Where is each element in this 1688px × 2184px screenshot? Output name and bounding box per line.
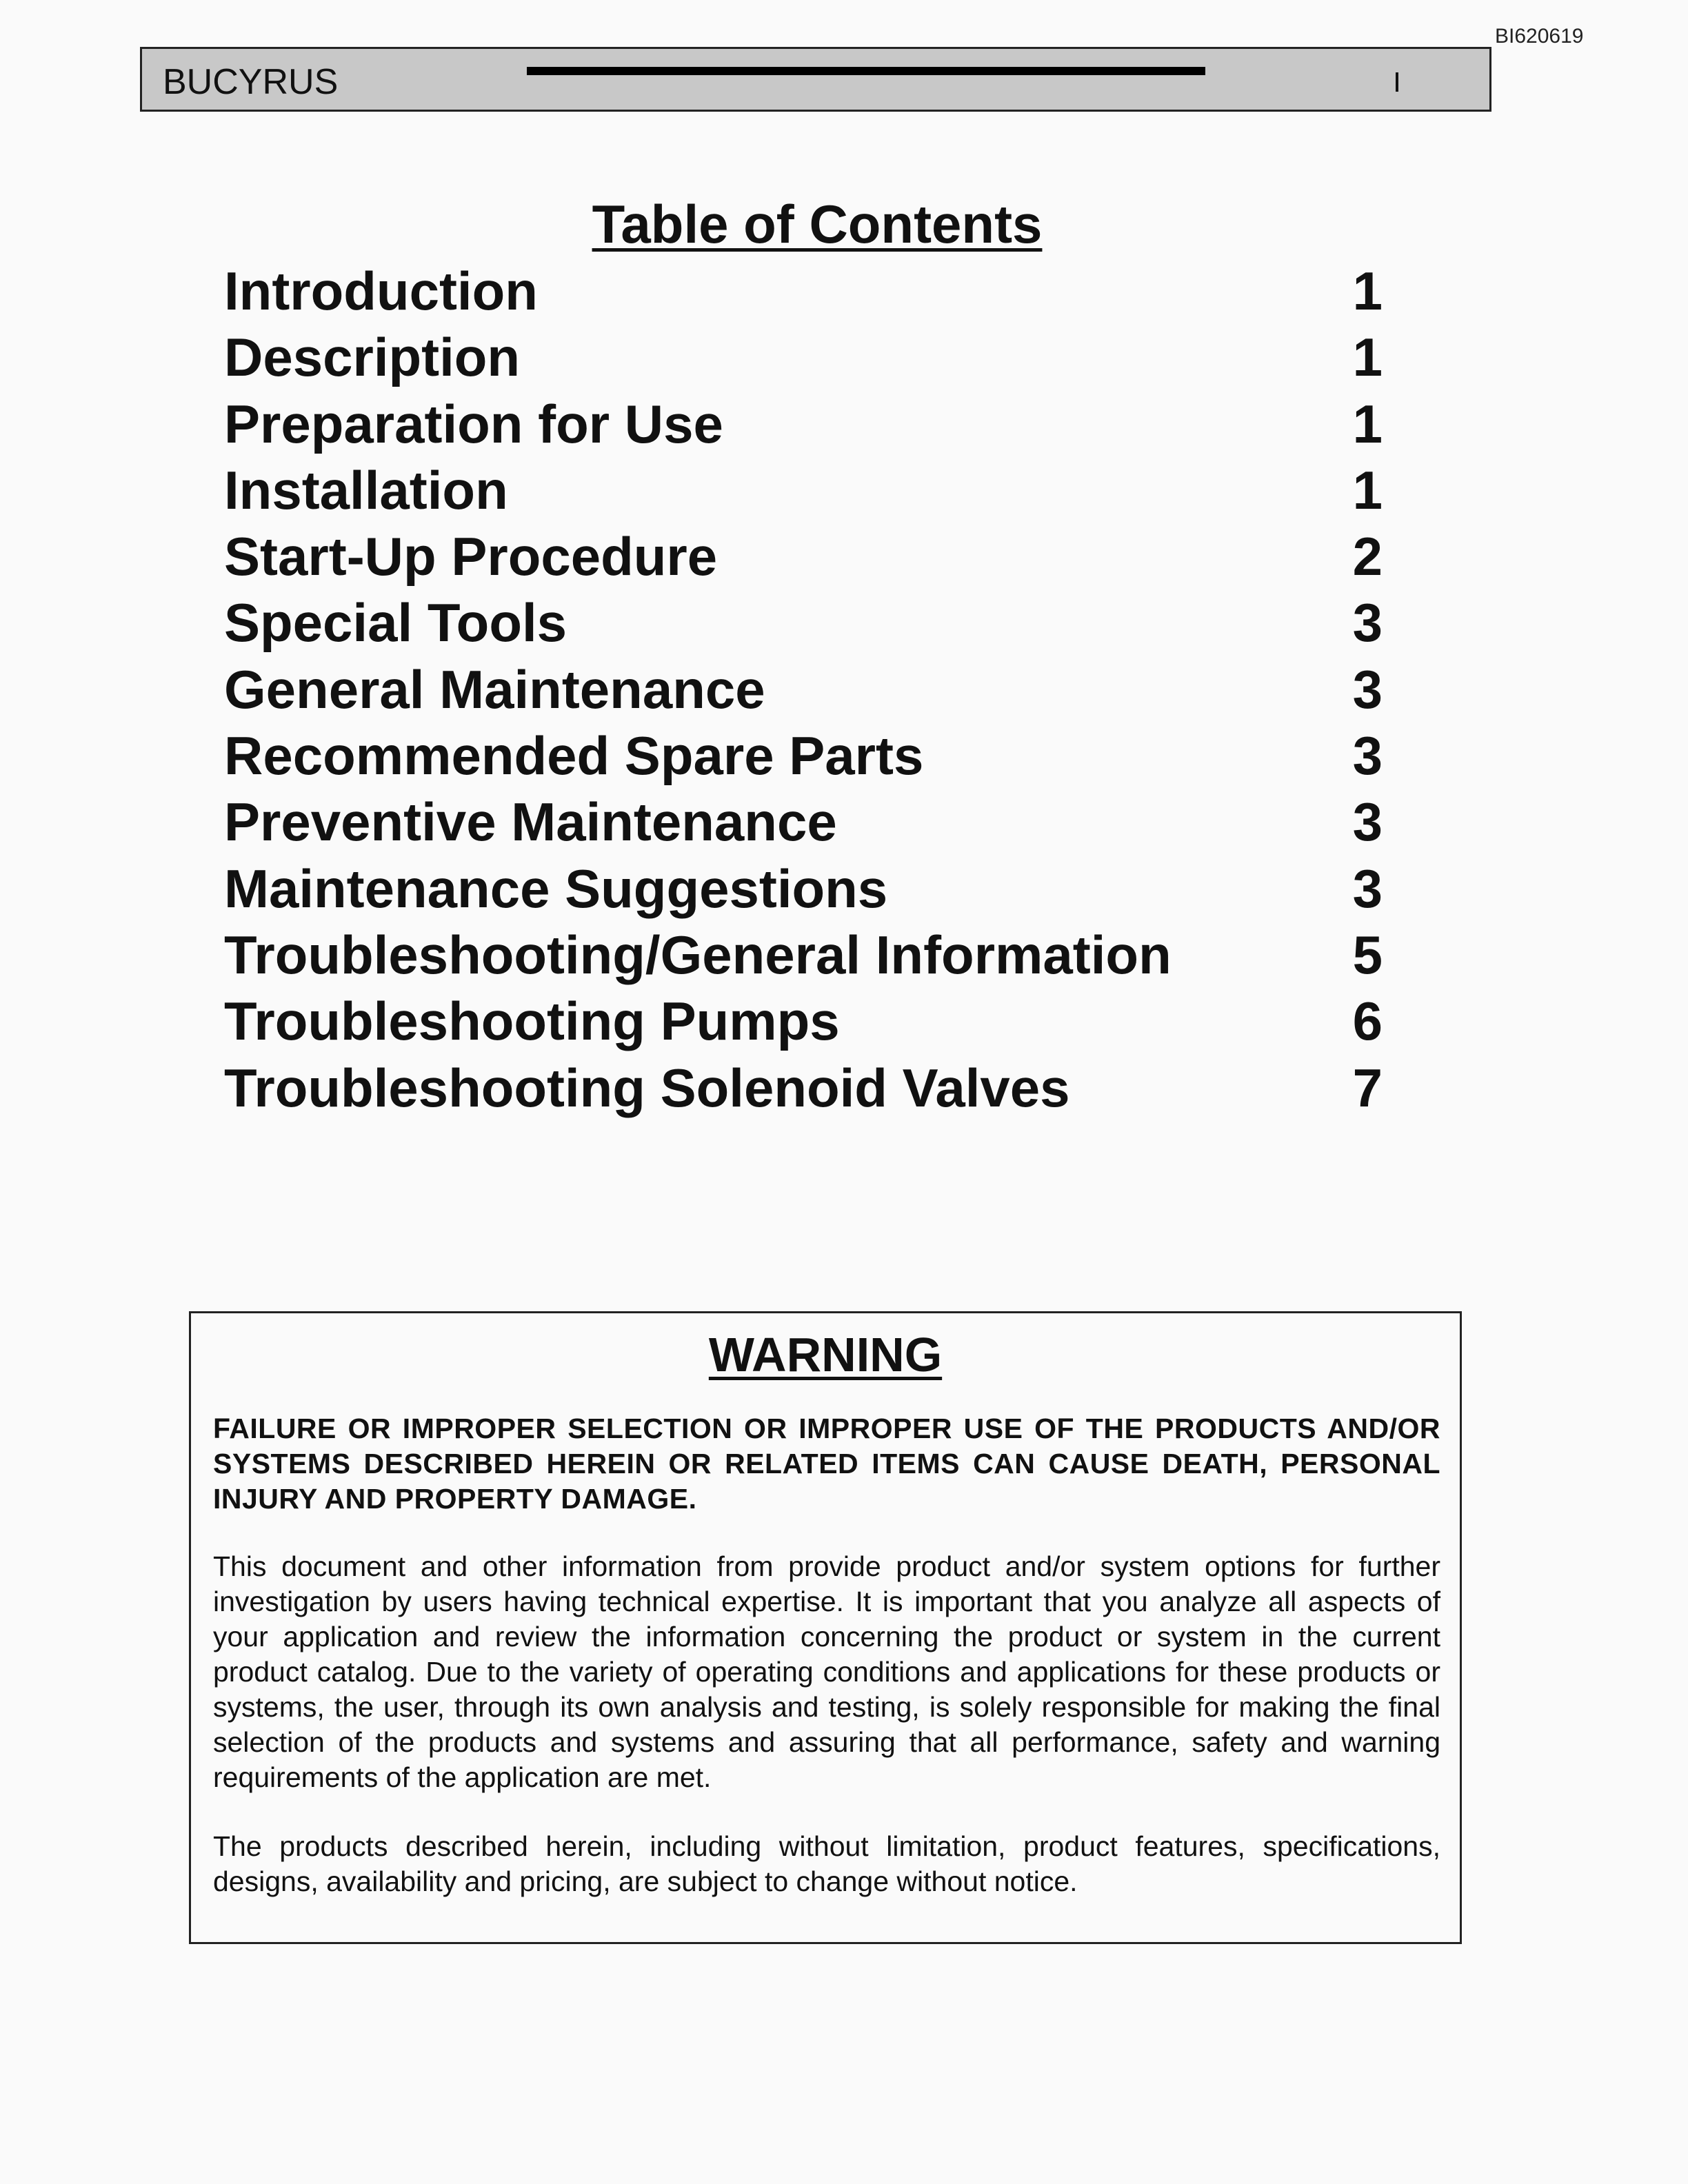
toc-item-label: Installation [224, 459, 508, 520]
toc-item-label: Special Tools [224, 592, 567, 654]
warning-paragraph: This document and other information from provide product and/or system options for further investigation by users having technical expertise. It is important that you analyze all aspects of your application and review the information concerning the product or system in the current product catalog. Due to the variety of operating conditions and applications for these products or systems, the user, through its own analysis and testing, is solely responsible for making the final selection of the products and systems and assuring that all performance, safety and warning requirements of the application are met. [213, 1550, 1440, 1793]
toc-item-label: Description [224, 327, 521, 388]
toc-item-label: Troubleshooting Pumps [224, 991, 840, 1052]
header-rule [527, 67, 1205, 75]
toc-item [224, 722, 1383, 789]
toc-item [224, 324, 1383, 390]
toc-item [224, 789, 1383, 855]
toc-item [224, 589, 1383, 656]
toc-item [224, 922, 1383, 988]
toc-item-label: Recommended Spare Parts [224, 725, 924, 787]
header-mark [1396, 72, 1398, 92]
toc-item [224, 523, 1383, 589]
toc-item [224, 856, 1383, 922]
toc-item-page: 1 [1352, 261, 1383, 321]
toc-item-page: 1 [1352, 327, 1383, 388]
toc-item-page: 6 [1352, 991, 1383, 1052]
toc-item-label: Troubleshooting/General Information [224, 924, 1172, 985]
warning-box [189, 1311, 1462, 1944]
document-id: BI620619 [1495, 25, 1584, 48]
toc-item [224, 391, 1383, 457]
toc-item-page: 2 [1352, 526, 1383, 587]
toc-item-page: 5 [1352, 924, 1383, 985]
toc-item-page: 3 [1352, 725, 1383, 787]
toc-item-label: Introduction [224, 261, 538, 321]
toc-item-page: 3 [1352, 658, 1383, 720]
toc-item [224, 258, 1383, 324]
toc-item-label: Maintenance Suggestions [224, 858, 888, 919]
toc-item [224, 988, 1383, 1054]
warning-title: WARNING [708, 1328, 943, 1382]
toc-item-label: Preventive Maintenance [224, 791, 837, 853]
toc-item-page: 3 [1352, 592, 1383, 654]
toc-title: Table of Contents [592, 194, 1043, 254]
toc-item-page: 1 [1352, 459, 1383, 520]
toc-list [224, 258, 1383, 1121]
toc-item-label: Troubleshooting Solenoid Valves [224, 1057, 1070, 1118]
toc-item-label: General Maintenance [224, 658, 765, 720]
toc-item-page: 1 [1352, 393, 1383, 454]
toc-item-label: Start-Up Procedure [224, 526, 718, 587]
toc-item [224, 457, 1383, 523]
header-bar [140, 47, 1491, 112]
warning-caps-text: FAILURE OR IMPROPER SELECTION OR IMPROPER USE OF THE PRODUCTS AND/OR SYSTEMS DESCRIBED HEREIN OR RELATED ITEMS CAN CAUSE DEATH, PERSONAL INJURY AND PROPERTY DAMAGE. [213, 1413, 1440, 1515]
toc-item-label: Preparation for Use [224, 393, 723, 454]
toc-item-page: 3 [1352, 858, 1383, 919]
warning-paragraph: The products described herein, including without limitation, product features, specifications, designs, availability and pricing, are subject to change without notice. [213, 1830, 1440, 1897]
toc-item [224, 656, 1383, 722]
toc-item-page: 7 [1352, 1057, 1383, 1118]
brand-name: BUCYRUS [163, 62, 339, 102]
toc-item [224, 1055, 1383, 1121]
toc-item-page: 3 [1352, 791, 1383, 853]
